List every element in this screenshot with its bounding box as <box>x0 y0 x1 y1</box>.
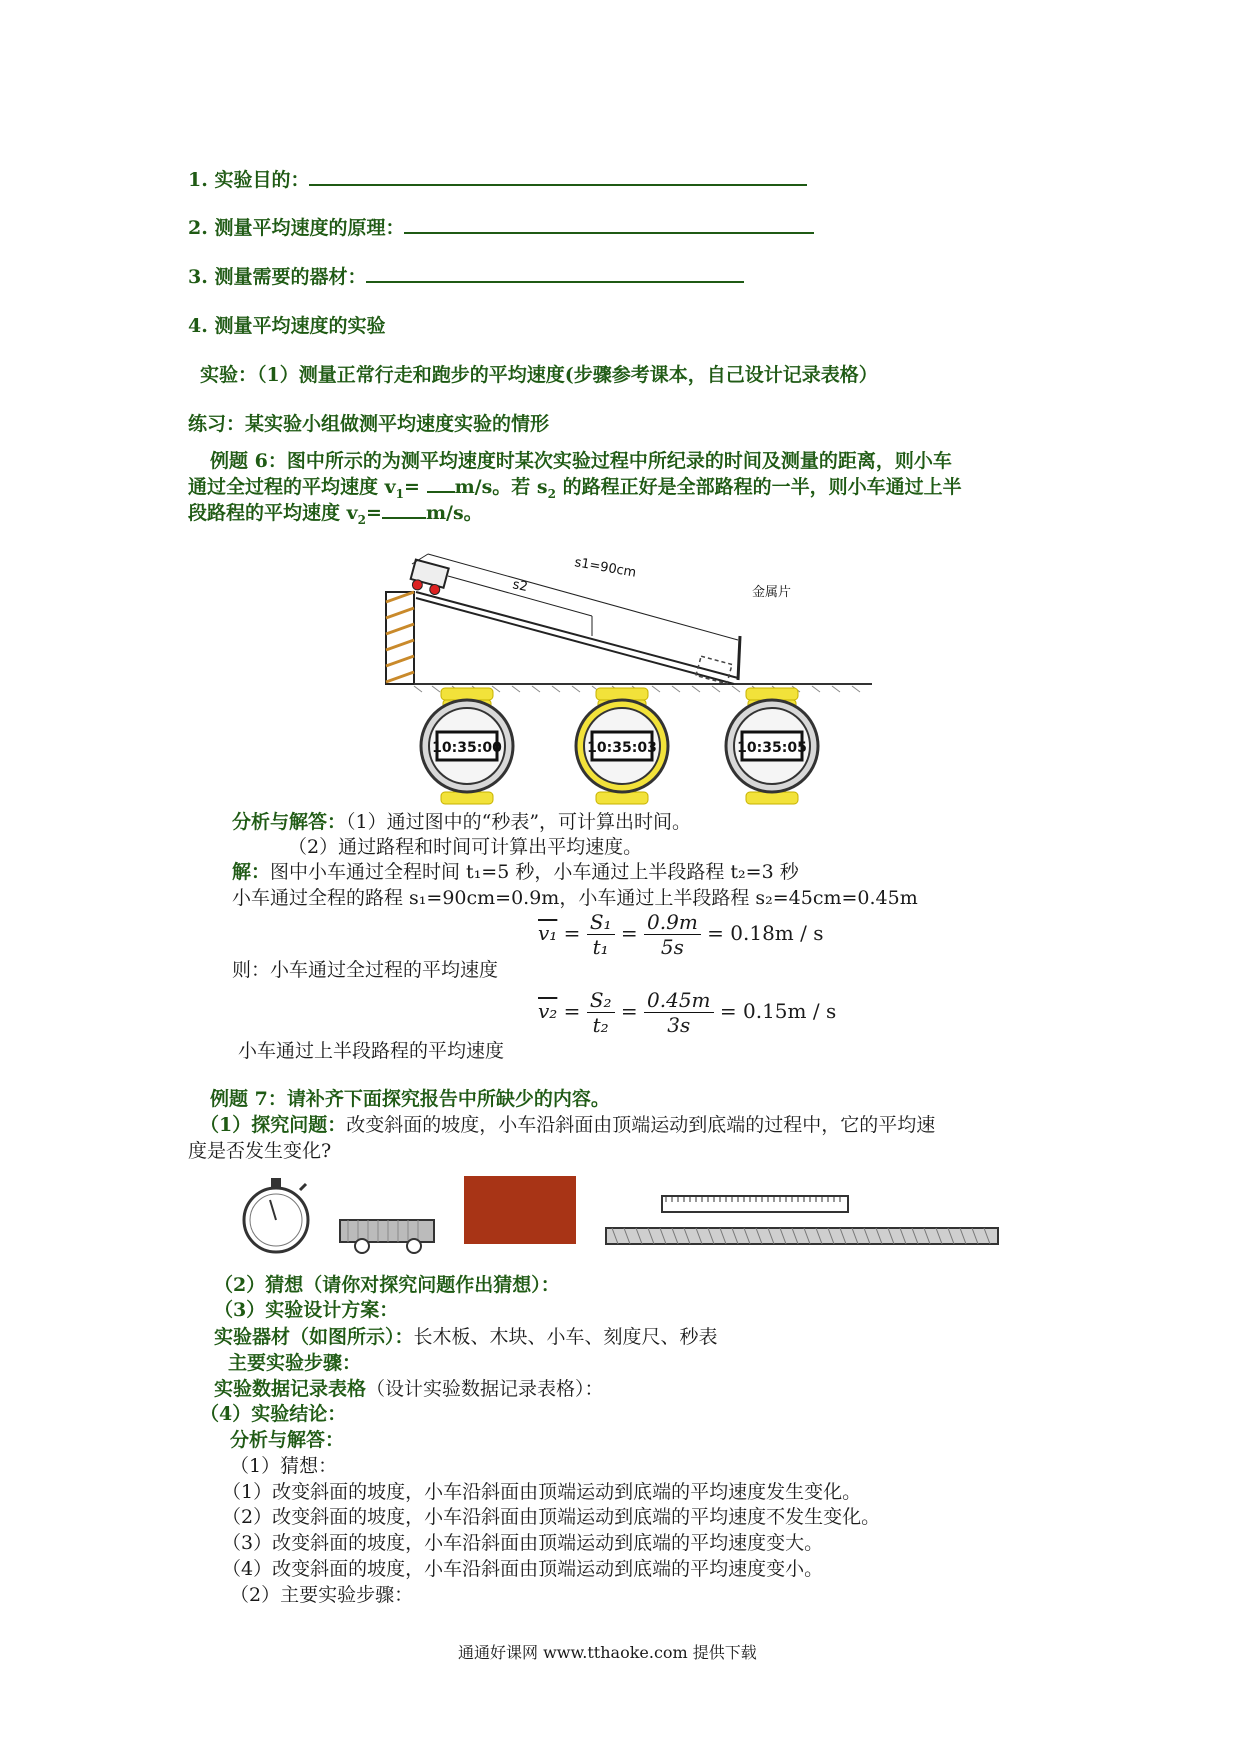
cart-icon <box>340 1220 434 1253</box>
cart-end-position <box>696 656 732 684</box>
solution-line1: 解：图中小车通过全程时间 t₁=5 秒，小车通过上半段路程 t₂=3 秒 <box>232 861 799 883</box>
item-purpose: 1. 实验目的： <box>188 165 807 192</box>
example7-steps: 主要实验步骤： <box>228 1352 362 1374</box>
half-text: 小车通过上半段路程的平均速度 <box>238 1040 505 1062</box>
footer: 通通好课网 www.tthaoke.com 提供下载 <box>458 1643 757 1662</box>
example6-line3: 段路程的平均速度 $v_2= m/s$。 <box>188 502 483 527</box>
metal-piece-label: 金属片 <box>752 585 792 600</box>
s1-label: s1=90cm <box>573 555 638 581</box>
example7-q1: （1）探究问题：改变斜面的坡度，小车沿斜面由顶端运动到底端的过程中，它的平均速 <box>200 1114 936 1136</box>
practice-line: 练习：某实验小组做测平均速度实验的情形 <box>188 413 550 435</box>
guess-1: （1）改变斜面的坡度，小车沿斜面由顶端运动到底端的平均速度发生变化。 <box>222 1481 862 1503</box>
ruler-icon <box>662 1196 848 1212</box>
example7-title: 例题 7：请补齐下面探究报告中所缺少的内容。 <box>210 1088 610 1110</box>
s2-label: s2 <box>511 577 530 596</box>
stopwatch-2-time: 10:35:03 <box>587 740 657 756</box>
stopwatch-3-time: 10:35:05 <box>737 740 807 756</box>
guess-head: （1）猜想： <box>230 1455 338 1477</box>
then-text: 则：小车通过全过程的平均速度 <box>232 959 499 981</box>
guess-3: （3）改变斜面的坡度，小车沿斜面由顶端运动到底端的平均速度变大。 <box>222 1532 824 1554</box>
stopwatch-1 <box>421 688 513 804</box>
wood-block-icon <box>464 1176 576 1244</box>
stopwatch-1-time: 10:35:00 <box>432 740 502 756</box>
example7-table: 实验数据记录表格（设计实验数据记录表格）： <box>214 1378 604 1400</box>
example6-line1: 例题 6：图中所示的为测平均速度时某次实验过程中所纪录的时间及测量的距离，则小车 <box>210 450 952 472</box>
stopwatch-3 <box>726 688 818 804</box>
long-board-icon <box>606 1228 998 1244</box>
item-experiment: 4. 测量平均速度的实验 <box>188 315 386 337</box>
blank-line <box>309 166 807 186</box>
metal-piece <box>738 636 740 680</box>
example7-q1b: 度是否发生变化? <box>188 1140 332 1162</box>
stopwatch-icon <box>244 1178 308 1252</box>
example6-line2: 通过全过程的平均速度 $v_1= m/s$。若 $s_2$ 的路程正好是全部路程的一半，则小车通过上半 <box>188 476 962 501</box>
blank-line <box>366 263 744 283</box>
analysis6-p1: 分析与解答：（1）通过图中的“秒表”，可计算出时间。 <box>232 811 692 833</box>
experiment-line: 实验：（1）测量正常行走和跑步的平均速度(步骤参考课本，自己设计记录表格） <box>200 364 878 386</box>
equation-v1: v₁ = $\frac{\text{S₁}}{\text{t₁}}$ = $\frac{0.9m}{5s}$ = 0.18m / s <box>538 910 824 959</box>
analysis6-p2: （2）通过路程和时间可计算出平均速度。 <box>288 836 643 858</box>
example7-q2: （2）猜想（请你对探究问题作出猜想）： <box>214 1274 560 1296</box>
incline-figure <box>372 528 872 808</box>
blank-v2 <box>382 503 426 519</box>
guess-2: （2）改变斜面的坡度，小车沿斜面由顶端运动到底端的平均速度不发生变化。 <box>222 1506 881 1528</box>
blank-v1 <box>427 477 455 493</box>
wooden-block <box>386 592 414 684</box>
guess-4: （4）改变斜面的坡度，小车沿斜面由顶端运动到底端的平均速度变小。 <box>222 1558 824 1580</box>
blank-line <box>404 214 814 234</box>
example7-q3: （3）实验设计方案： <box>214 1299 399 1321</box>
example7-analysis-head: 分析与解答： <box>230 1429 345 1451</box>
item-equipment: 3. 测量需要的器材： <box>188 262 744 289</box>
cart <box>408 560 448 597</box>
steps-answer-head: （2）主要实验步骤： <box>230 1584 414 1606</box>
stopwatch-2 <box>576 688 668 804</box>
equation-v2: v₂ = $\frac{\text{S₂}}{\text{t₂}}$ = $\frac{0.45m}{3s}$ = 0.15m / s <box>538 988 837 1037</box>
item-principle: 2. 测量平均速度的原理： <box>188 213 814 240</box>
incline-board <box>416 592 738 684</box>
example7-equipment: 实验器材（如图所示）：长木板、木块、小车、刻度尺、秒表 <box>214 1326 718 1348</box>
equipment-figure <box>240 1160 1000 1260</box>
solution-line2: 小车通过全程的路程 s₁=90cm=0.9m，小车通过上半段路程 s₂=45cm=0.45m <box>232 887 918 909</box>
example7-q4: （4）实验结论： <box>200 1403 347 1425</box>
